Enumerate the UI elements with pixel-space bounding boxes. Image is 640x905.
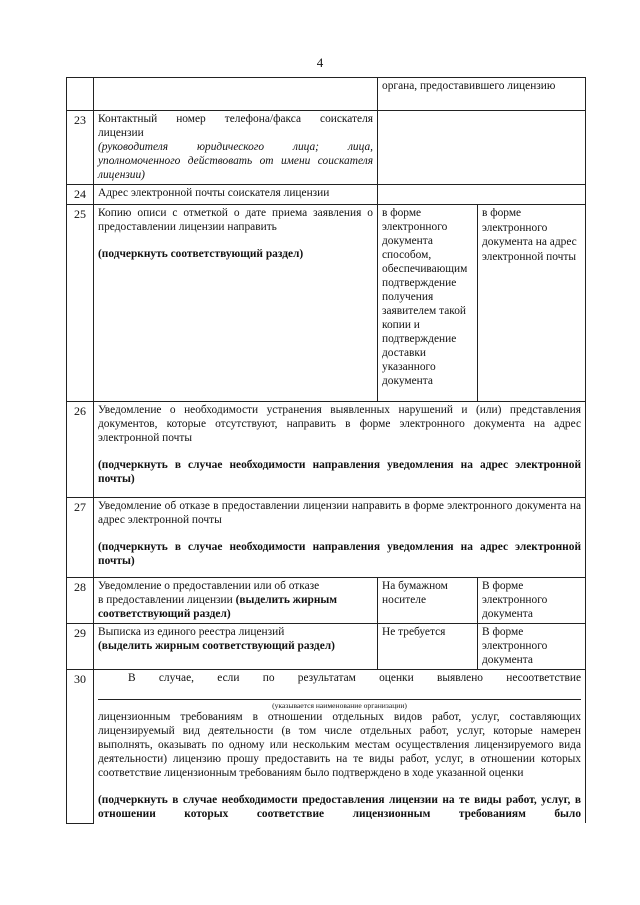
row-29-label bbox=[94, 624, 378, 670]
row-number: 27 bbox=[67, 498, 94, 578]
row-30-word: если bbox=[217, 672, 240, 684]
table-row-30 bbox=[67, 670, 586, 824]
row-25-option-electronic-delivery[interactable]: в форме электронного документа способом, обеспечивающим подтверждение получения заявителем такой копии и подтверждение доставки указанного документа bbox=[378, 205, 478, 402]
row-number: 29 bbox=[67, 624, 94, 670]
row-29-option-not-required[interactable]: Не требуется bbox=[378, 624, 478, 670]
row-number: 28 bbox=[67, 578, 94, 624]
row-30-word: оценки bbox=[379, 672, 414, 684]
row-30-word: случае, bbox=[158, 672, 194, 684]
row-26-content bbox=[94, 402, 586, 498]
table-row-23 bbox=[67, 111, 586, 185]
row-30-word: выявлено bbox=[436, 672, 483, 684]
row-28-label bbox=[94, 578, 378, 624]
row-28-text-1: Уведомление о предоставлении или об отказе bbox=[98, 580, 320, 592]
row-25-text: Копию описи с отметкой о дате приема заявления о предоставлении лицензии направить bbox=[98, 207, 373, 233]
row-30-word: несоответствие bbox=[506, 672, 582, 684]
table-row-continuation bbox=[67, 78, 586, 111]
row-25-option-email[interactable]: в форме электронного документа на адрес электронной почты bbox=[478, 205, 586, 402]
row-top-text: органа, предоставившего лицензию bbox=[378, 78, 586, 111]
row-28-option-paper[interactable]: На бумажном носителе bbox=[378, 578, 478, 624]
table-row-29 bbox=[67, 624, 586, 670]
row-30-content bbox=[94, 670, 586, 824]
row-29-option-electronic[interactable]: В форме электронного документа bbox=[478, 624, 586, 670]
row-26-text: Уведомление о необходимости устранения выявленных нарушений и (или) представления документов, которые отсутствуют, направить в форме электронного документа на адрес электронной почты bbox=[98, 404, 582, 444]
row-30-intro bbox=[98, 671, 581, 685]
row-23-note: (руководителя юридического лица; лица, уполномоченного действовать от имени соискателя лицензии) bbox=[98, 141, 373, 181]
application-form-table bbox=[66, 77, 586, 824]
row-number: 24 bbox=[67, 185, 94, 205]
row-28-instruction: (выделить жирным соответствующий раздел) bbox=[98, 594, 338, 620]
row-number: 26 bbox=[67, 402, 94, 498]
row-24-title: Адрес электронной почты соискателя лицензии bbox=[94, 185, 378, 205]
row-30-text: лицензионным требованиям в отношении отдельных видов работ, услуг, составляющих лицензируемый вид деятельности (в том числе отдельных работ, услуг, которые намерен выполнять, оказывать по одному или нескольким местам осуществления лицензируемого вида деятельности) лицензию прошу предоставить на те виды работ, услуг, в отношении которых соответствие лицензионным требованиям было подтверждено в ходе указанной оценки bbox=[98, 711, 582, 779]
row-30-word: В bbox=[128, 672, 136, 684]
row-number: 23 bbox=[67, 111, 94, 185]
organization-name-field[interactable]: (указывается наименование организации) bbox=[98, 699, 581, 710]
empty-cell bbox=[67, 78, 94, 111]
row-27-content bbox=[94, 498, 586, 578]
row-23-label bbox=[94, 111, 378, 185]
row-number: 25 bbox=[67, 205, 94, 402]
table-row-28 bbox=[67, 578, 586, 624]
row-30-word: результатам bbox=[297, 672, 356, 684]
table-row-27 bbox=[67, 498, 586, 578]
page-number: 4 bbox=[316, 55, 324, 70]
row-30-word: по bbox=[262, 672, 275, 684]
row-28-text-2: в предоставлении лицензии bbox=[98, 594, 233, 606]
empty-cell bbox=[94, 78, 378, 111]
row-28-text-line bbox=[98, 593, 373, 621]
row-number: 30 bbox=[67, 670, 94, 824]
row-27-text: Уведомление об отказе в предоставлении лицензии направить в форме электронного документа на адрес электронной почты bbox=[98, 500, 582, 526]
row-25-label bbox=[94, 205, 378, 402]
row-27-instruction[interactable]: (подчеркнуть в случае необходимости направления уведомления на адрес электронной почты) bbox=[98, 541, 582, 567]
row-29-text: Выписка из единого реестра лицензий bbox=[98, 626, 285, 638]
phone-fax-field[interactable] bbox=[378, 111, 586, 185]
row-26-instruction[interactable]: (подчеркнуть в случае необходимости направления уведомления на адрес электронной почты) bbox=[98, 459, 582, 485]
row-25-instruction: (подчеркнуть соответствующий раздел) bbox=[98, 248, 304, 260]
row-29-instruction: (выделить жирным соответствующий раздел) bbox=[98, 640, 335, 652]
table-row-25 bbox=[67, 205, 586, 402]
table-row-24 bbox=[67, 185, 586, 205]
table-row-26 bbox=[67, 402, 586, 498]
row-23-title: Контактный номер телефона/факса соискателя лицензии bbox=[98, 113, 373, 139]
row-30-instruction[interactable]: (подчеркнуть в случае необходимости предоставления лицензии на те виды работ, услуг, в отношении которых соответствие лицензионным требованиям было bbox=[98, 794, 582, 820]
email-field[interactable] bbox=[378, 185, 586, 205]
row-28-option-electronic[interactable]: В форме электронного документа bbox=[478, 578, 586, 624]
